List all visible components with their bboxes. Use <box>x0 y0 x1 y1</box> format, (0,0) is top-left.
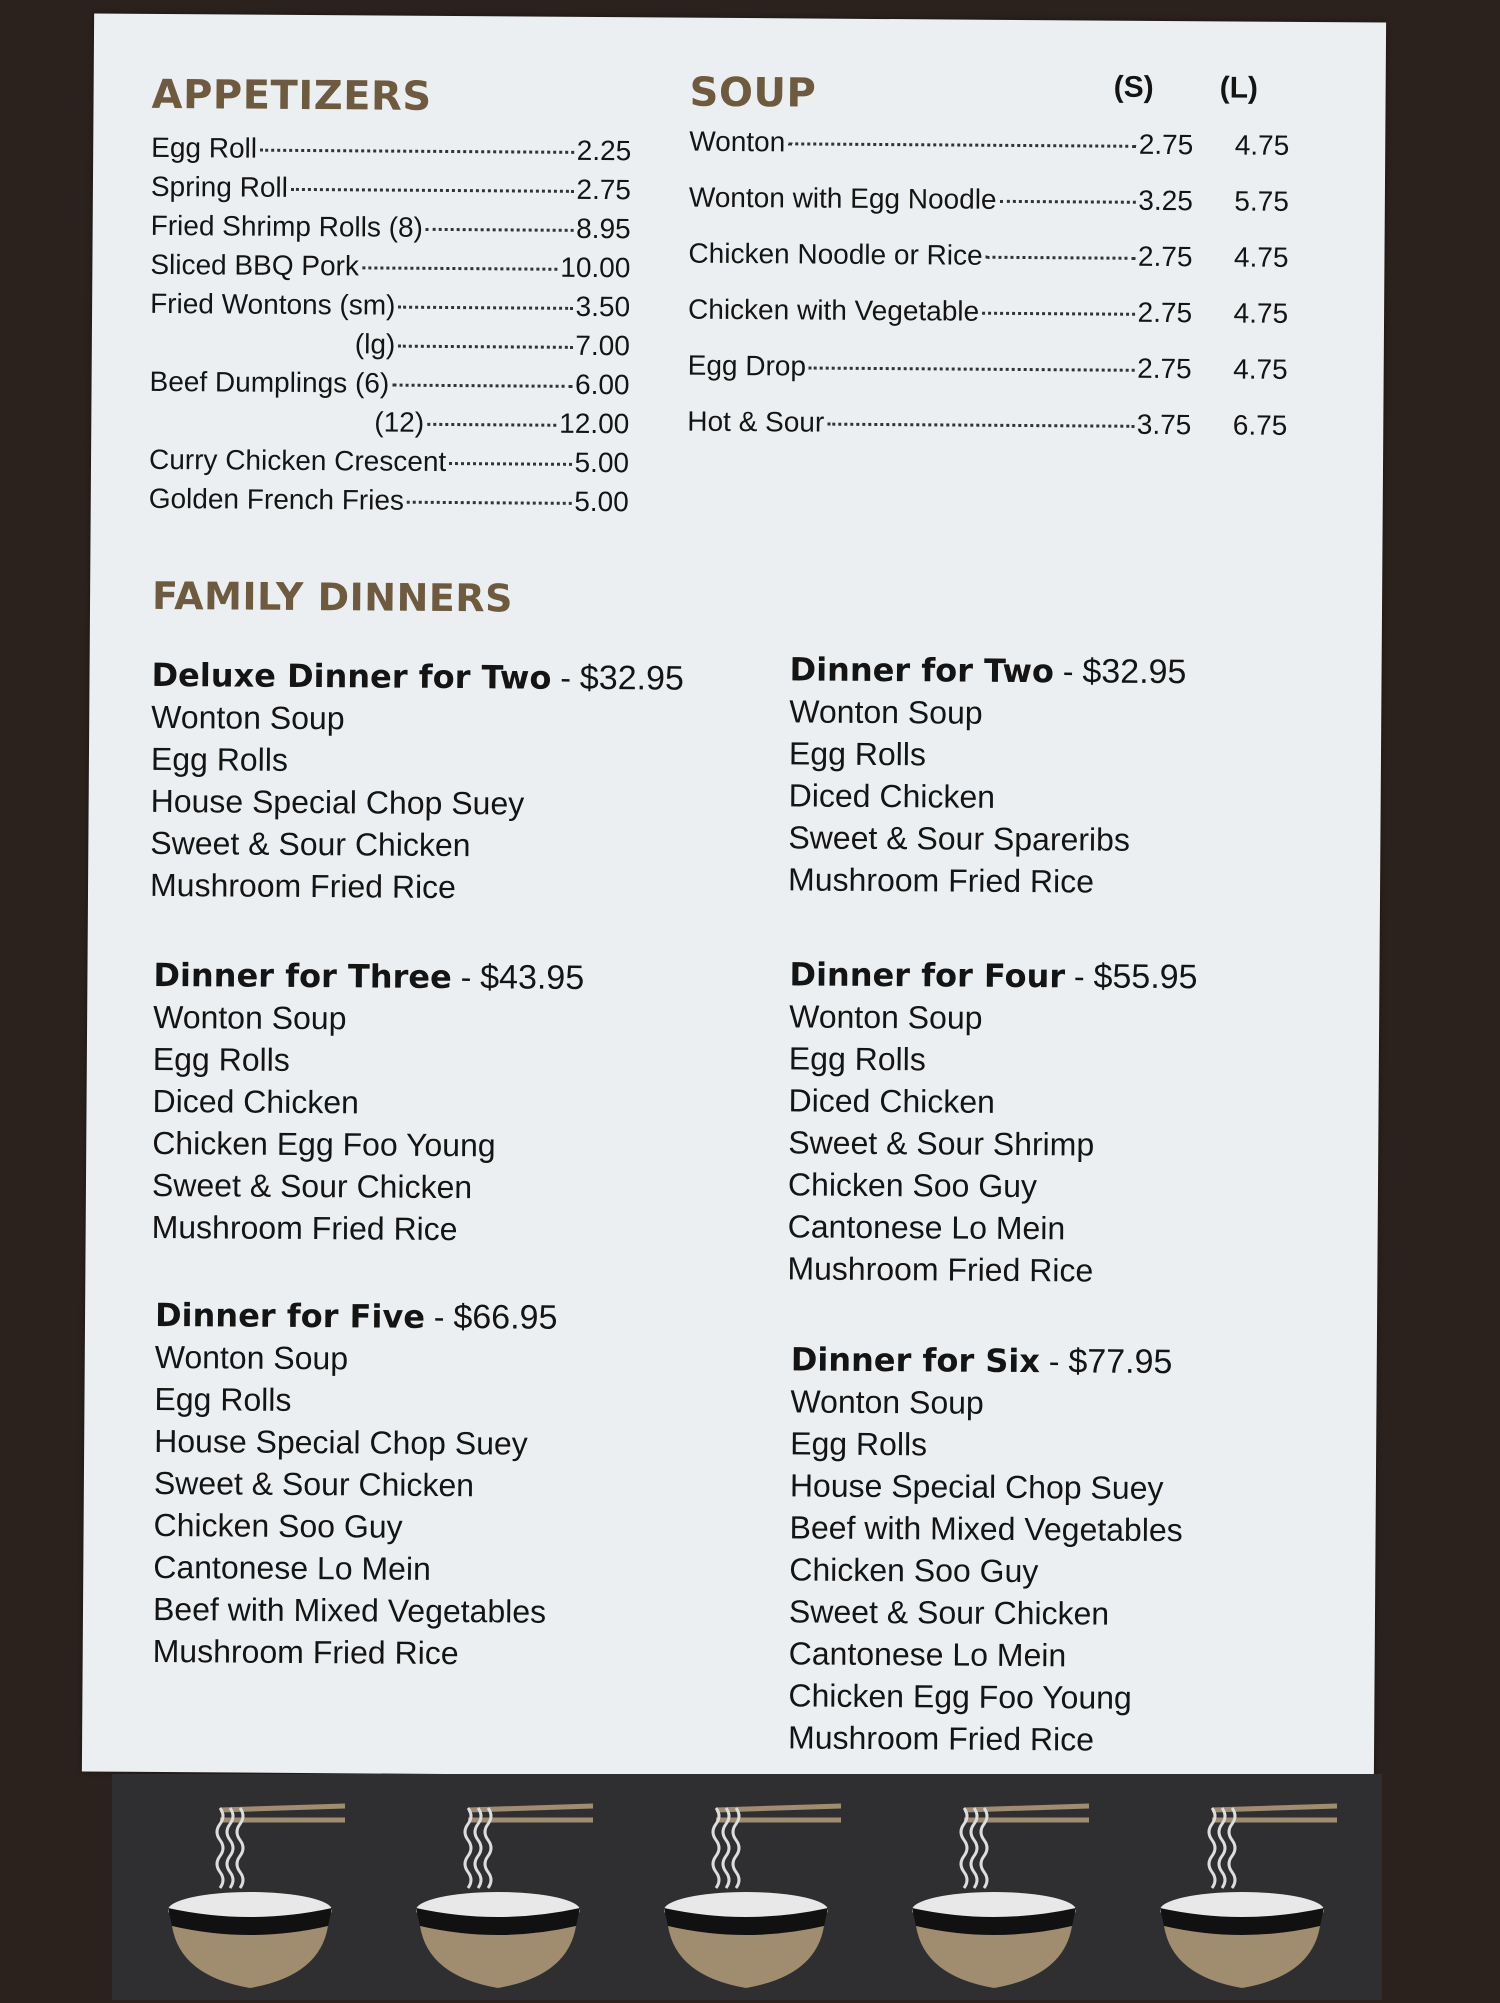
dinner-item: Wonton Soup <box>790 1383 984 1421</box>
dinner-item: Egg Rolls <box>150 740 289 778</box>
dinner-item: Chicken Egg Foo Young <box>152 1124 496 1164</box>
leader-dots <box>260 149 574 154</box>
dinner-item: Sweet & Sour Shrimp <box>788 1124 1095 1163</box>
dinner-title-line <box>789 953 1197 998</box>
soup-row <box>687 406 1287 442</box>
soup-row <box>688 294 1288 330</box>
soup-name: Wonton <box>689 125 786 158</box>
dinner-price: $32.95 <box>579 658 684 698</box>
dinner-separator: - <box>1062 653 1074 690</box>
dinner-title: Dinner for Six <box>790 1340 1041 1381</box>
dinner-title: Deluxe Dinner for Two <box>151 655 552 697</box>
appetizer-row <box>150 288 630 323</box>
dinner-title-line <box>791 1338 1184 1383</box>
soup-name: Egg Drop <box>687 349 807 382</box>
dinner-price: $55.95 <box>1093 957 1198 997</box>
appetizer-name: Fried Shrimp Rolls (8) <box>150 209 424 243</box>
noodle-bowl-icon <box>150 1798 350 1998</box>
soup-price-small: 2.75 <box>1137 352 1192 385</box>
dinner-price: $32.95 <box>1082 652 1187 692</box>
dinner-item: Mushroom Fried Rice <box>149 866 457 906</box>
soup-size-large-header: (L) <box>1219 71 1259 105</box>
dinner-item: Beef with Mixed Vegetables <box>789 1509 1183 1549</box>
appetizer-row <box>151 210 631 245</box>
soup-row <box>689 182 1289 218</box>
dinner-item: Diced Chicken <box>788 777 996 815</box>
leader-dots <box>398 306 572 310</box>
leader-dots <box>427 423 556 427</box>
soup-size-small-header: (S) <box>1113 70 1154 104</box>
dinner-separator: - <box>560 659 572 696</box>
appetizer-row <box>151 171 631 206</box>
dinner-separator: - <box>1048 1343 1060 1380</box>
appetizers-heading: APPETIZERS <box>151 71 432 120</box>
soup-name: Chicken with Vegetable <box>687 293 980 327</box>
soup-price-large: 6.75 <box>1232 409 1288 441</box>
soup-price-large: 4.75 <box>1234 129 1290 161</box>
appetizer-name: (12) <box>374 406 425 438</box>
dinner-item: Sweet & Sour Chicken <box>151 1166 473 1206</box>
dinner-item: Wonton Soup <box>789 693 983 731</box>
appetizer-name: Curry Chicken Crescent <box>148 443 447 477</box>
dinner-item: House Special Chop Suey <box>150 782 525 822</box>
leader-dots <box>407 501 571 505</box>
appetizer-name: Beef Dumplings (6) <box>149 365 390 399</box>
dinner-item: Beef with Mixed Vegetables <box>152 1590 547 1630</box>
leader-dots <box>398 345 572 349</box>
dinner-item: Cantonese Lo Mein <box>788 1635 1067 1674</box>
family-dinner-block <box>788 648 1187 903</box>
dinner-item: Sweet & Sour Spareribs <box>788 819 1131 858</box>
appetizer-row <box>374 406 629 440</box>
leader-dots <box>788 142 1136 147</box>
soup-heading: SOUP <box>689 69 817 117</box>
dinner-item: Chicken Soo Guy <box>789 1551 1039 1590</box>
appetizer-price: 12.00 <box>559 407 630 440</box>
family-dinner-block <box>152 954 585 1251</box>
soup-price-large: 4.75 <box>1233 353 1288 385</box>
dinner-price: $43.95 <box>480 958 585 997</box>
dinner-item: Egg Rolls <box>152 1040 290 1078</box>
appetizer-name: Spring Roll <box>150 170 289 203</box>
dinner-item: House Special Chop Suey <box>154 1422 528 1462</box>
dinner-items <box>152 996 585 1251</box>
soup-row <box>688 350 1288 386</box>
dinner-items <box>153 1336 558 1675</box>
dinner-items <box>787 995 1197 1292</box>
appetizer-price: 5.00 <box>574 485 629 518</box>
appetizer-name: Golden French Fries <box>148 482 405 516</box>
family-dinner-block <box>150 654 684 910</box>
dinner-price: $66.95 <box>453 1298 558 1337</box>
dinner-item: Mushroom Fried Rice <box>788 1719 1095 1758</box>
appetizer-row <box>150 249 630 284</box>
appetizer-name: (lg) <box>354 328 396 360</box>
family-dinners-heading: FAMILY DINNERS <box>151 573 514 621</box>
leader-dots <box>392 384 572 388</box>
dinner-items <box>788 1380 1184 1761</box>
appetizer-name: Egg Roll <box>151 131 258 164</box>
leader-dots <box>827 423 1134 428</box>
dinner-item: Mushroom Fried Rice <box>787 1250 1094 1289</box>
appetizer-price: 6.00 <box>574 368 630 401</box>
family-dinner-block <box>153 1294 558 1675</box>
noodle-bowl-icon <box>646 1798 846 1998</box>
dinner-items <box>150 696 684 910</box>
noodle-bowl-icon <box>398 1798 598 1998</box>
appetizer-row <box>355 328 630 362</box>
dinner-item: Diced Chicken <box>152 1082 359 1121</box>
leader-dots <box>986 256 1135 260</box>
appetizer-price: 8.95 <box>576 212 631 245</box>
dinner-item: Mushroom Fried Rice <box>152 1632 459 1672</box>
dinner-item: Mushroom Fried Rice <box>787 861 1095 900</box>
dinner-item: Egg Rolls <box>790 1425 928 1463</box>
soup-price-large: 4.75 <box>1233 297 1289 329</box>
dinner-item: House Special Chop Suey <box>789 1467 1164 1507</box>
dinner-title-line <box>155 1294 558 1339</box>
dinner-item: Mushroom Fried Rice <box>151 1208 458 1248</box>
dinner-items <box>788 690 1186 903</box>
dinner-item: Wonton Soup <box>151 698 345 737</box>
dinner-item: Egg Rolls <box>788 1040 926 1078</box>
menu-page <box>82 14 1386 1781</box>
appetizer-price: 5.00 <box>574 446 630 479</box>
dinner-title-line <box>789 648 1186 693</box>
dinner-separator: - <box>433 1298 445 1335</box>
soup-row <box>688 238 1288 274</box>
soup-price-large: 5.75 <box>1234 185 1289 217</box>
soup-name: Hot & Sour <box>687 405 825 438</box>
appetizer-row <box>151 132 631 167</box>
leader-dots <box>291 188 574 193</box>
soup-price-large: 4.75 <box>1233 241 1289 273</box>
soup-price-small: 2.75 <box>1137 240 1193 273</box>
soup-name: Chicken Noodle or Rice <box>688 237 983 271</box>
appetizer-price: 2.25 <box>576 134 632 167</box>
soup-price-small: 2.75 <box>1137 296 1193 329</box>
dinner-item: Wonton Soup <box>789 998 983 1036</box>
dinner-item: Cantonese Lo Mein <box>787 1208 1066 1247</box>
dinner-item: Chicken Egg Foo Young <box>788 1677 1132 1716</box>
dinner-item: Sweet & Sour Chicken <box>788 1593 1110 1632</box>
dinner-title: Dinner for Four <box>789 955 1066 996</box>
family-dinner-block <box>787 953 1197 1292</box>
leader-dots <box>1000 200 1136 204</box>
dinner-item: Diced Chicken <box>788 1082 996 1120</box>
appetizer-row <box>149 444 629 479</box>
leader-dots <box>809 367 1134 372</box>
dinner-separator: - <box>1073 958 1085 995</box>
leader-dots <box>449 462 571 466</box>
dinner-item: Chicken Soo Guy <box>153 1506 403 1545</box>
dinner-title: Dinner for Two <box>789 650 1055 691</box>
appetizer-price: 3.50 <box>575 290 631 323</box>
appetizer-row <box>149 366 629 401</box>
appetizer-name: Fried Wontons (sm) <box>150 287 396 321</box>
appetizer-price: 2.75 <box>576 173 632 206</box>
dinner-item: Sweet & Sour Chicken <box>153 1464 475 1504</box>
appetizer-row <box>149 483 629 518</box>
dinner-item: Wonton Soup <box>153 998 347 1037</box>
appetizer-name: Sliced BBQ Pork <box>150 248 360 282</box>
dinner-title-line <box>151 654 684 700</box>
soup-price-small: 3.25 <box>1138 184 1193 217</box>
dinner-title: Dinner for Five <box>154 1295 426 1336</box>
soup-row <box>689 126 1289 162</box>
leader-dots <box>982 312 1134 316</box>
noodle-bowl-icon <box>1142 1798 1342 1998</box>
leader-dots <box>362 266 557 270</box>
dinner-separator: - <box>460 959 472 996</box>
dinner-item: Cantonese Lo Mein <box>153 1548 431 1587</box>
family-dinner-block <box>788 1338 1184 1761</box>
soup-name: Wonton with Egg Noodle <box>688 181 997 215</box>
dinner-price: $77.95 <box>1068 1342 1173 1382</box>
dinner-item: Sweet & Sour Chicken <box>150 824 471 864</box>
noodle-bowl-icon <box>894 1798 1094 1998</box>
dinner-title-line <box>153 954 584 999</box>
appetizer-price: 10.00 <box>560 251 631 284</box>
soup-price-small: 2.75 <box>1138 128 1194 161</box>
dinner-item: Egg Rolls <box>154 1380 292 1418</box>
appetizer-price: 7.00 <box>575 329 630 362</box>
leader-dots <box>426 228 573 232</box>
dinner-item: Egg Rolls <box>788 735 927 773</box>
soup-price-small: 3.75 <box>1136 408 1192 441</box>
dinner-title: Dinner for Three <box>153 955 452 997</box>
dinner-item: Chicken Soo Guy <box>787 1166 1038 1205</box>
dinner-item: Wonton Soup <box>154 1338 349 1377</box>
